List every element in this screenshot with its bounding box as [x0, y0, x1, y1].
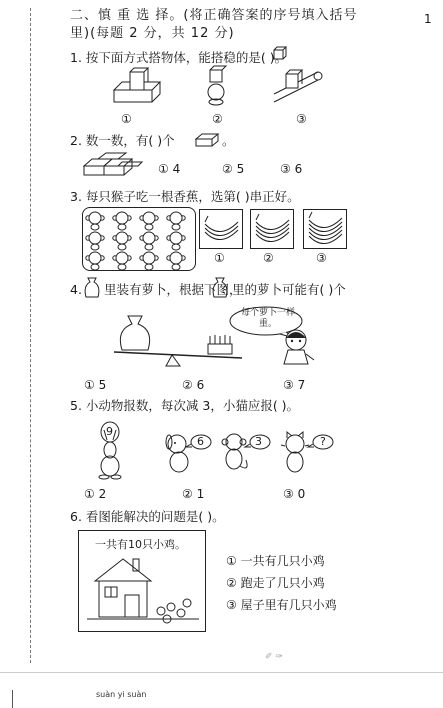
monkey-icon [140, 232, 158, 250]
q1-figure-3 [268, 66, 328, 106]
q6-caption: 一共有10只小鸡。 [95, 538, 186, 551]
banana-bunch-2[interactable] [250, 209, 294, 249]
monkeys-box [82, 207, 196, 271]
monkeys-figure [83, 208, 195, 270]
q2-stem-pre: 2. 数一数，有( )个 [70, 133, 175, 148]
page-divider [0, 672, 443, 673]
q3-stem: 3. 每只猴子吃一根香蕉，选第( )串正好。 [70, 189, 300, 204]
q4-option-3[interactable]: ③ 7 [283, 378, 306, 392]
q6-picture-frame [78, 530, 206, 632]
q3-option-3[interactable]: ③ [316, 251, 327, 265]
dog-figure [165, 432, 215, 476]
binding-dashed-line [30, 8, 31, 663]
q6-stem: 6. 看图能解决的问题是( )。 [70, 509, 225, 524]
girl-figure [278, 326, 318, 366]
q4-speech-text: 每个萝卜一样重。 [240, 308, 295, 329]
monkey-icon [167, 232, 185, 250]
dog-bubble-number: 6 [197, 435, 204, 448]
banana-icon [304, 210, 346, 248]
monkey-icon [167, 212, 185, 230]
monkey-icon [167, 252, 185, 270]
monkey-icon [113, 212, 131, 230]
house-with-chicks-figure [87, 555, 199, 627]
q6-option-2[interactable]: ② 跑走了几只小鸡 [226, 576, 325, 590]
q2-option-1[interactable]: ① 4 [158, 162, 181, 176]
q4-stem-b: 里装有萝卜，根据下图， [104, 282, 242, 297]
q1-option-3[interactable]: ③ [296, 112, 307, 126]
q1-option-2[interactable]: ② [212, 112, 223, 126]
q6-option-1[interactable]: ① 一共有几只小鸡 [226, 554, 325, 568]
banana-icon [251, 210, 293, 248]
monkey-icon [86, 252, 104, 270]
banana-bunch-3[interactable] [303, 209, 347, 249]
cat-figure [281, 432, 337, 476]
pencil-doodle: ✐ ✑ [265, 652, 283, 662]
sack-icon [82, 276, 102, 298]
cat-bubble-question: ? [320, 435, 326, 448]
q4-stem-a: 4. [70, 282, 82, 297]
q3-option-2[interactable]: ② [263, 251, 274, 265]
q4-option-1[interactable]: ① 5 [84, 378, 107, 392]
monkey-icon [113, 252, 131, 270]
monkey-icon [86, 232, 104, 250]
rabbit-figure [96, 420, 136, 480]
sack-icon [210, 276, 230, 298]
small-cube-icon [272, 46, 288, 60]
q3-option-1[interactable]: ① [214, 251, 225, 265]
q2-option-2[interactable]: ② 5 [222, 162, 245, 176]
section-title: 二、慎 重 选 择。(将正确答案的序号填入括号 [70, 8, 358, 23]
q2-option-3[interactable]: ③ 6 [280, 162, 303, 176]
banana-bunch-1[interactable] [199, 209, 243, 249]
q4-option-2[interactable]: ② 6 [182, 378, 205, 392]
q1-figure-1 [110, 68, 170, 108]
monkey-icon [86, 212, 104, 230]
q1-figure-2 [205, 68, 229, 108]
q6-option-3[interactable]: ③ 屋子里有几只小鸡 [226, 598, 337, 612]
monkey-icon [113, 232, 131, 250]
q2-stem-post: 。 [222, 133, 235, 148]
section-title-cont: 里)(每题 2 分，共 12 分) [70, 26, 235, 41]
q5-stem: 5. 小动物报数，每次减 3，小猫应报( )。 [70, 398, 300, 413]
q1-option-1[interactable]: ① [121, 112, 132, 126]
q1-stem: 1. 按下面方式搭物体，能搭稳的是( )。 [70, 50, 288, 65]
q2-bricks-figure [82, 152, 144, 180]
q5-option-1[interactable]: ① 2 [84, 487, 107, 501]
brick-icon [194, 133, 220, 147]
q5-option-3[interactable]: ③ 0 [283, 487, 306, 501]
monkey-icon [140, 252, 158, 270]
rabbit-bubble-number: 9 [106, 425, 113, 438]
q4-stem-c: 里的萝卜可能有( )个 [232, 282, 346, 297]
monkey-figure [222, 432, 274, 476]
banana-icon [200, 210, 242, 248]
monkey-bubble-number: 3 [255, 435, 262, 448]
next-page-edge [12, 690, 13, 708]
q5-option-2[interactable]: ② 1 [182, 487, 205, 501]
side-mark: 1 [424, 12, 432, 26]
monkey-icon [140, 212, 158, 230]
next-page-pinyin: suàn yi suàn [96, 690, 147, 699]
